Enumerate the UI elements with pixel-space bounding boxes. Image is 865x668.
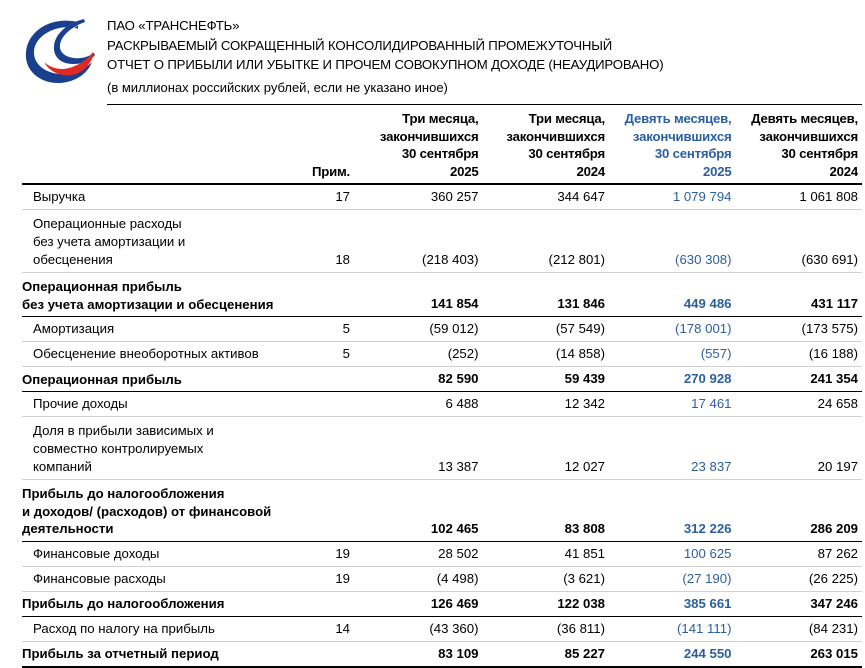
column-header-label <box>22 110 308 184</box>
cell-m9_2025: 244 550 <box>609 641 736 667</box>
table-row <box>22 392 862 417</box>
row-note-ref: 5 <box>308 317 356 342</box>
cell-m9_2025: 17 461 <box>609 392 736 417</box>
company-name: ПАО «ТРАНСНЕФТЬ» <box>107 18 240 33</box>
row-note-ref: 18 <box>308 210 356 273</box>
table-header <box>22 110 862 184</box>
table-row <box>22 566 862 591</box>
cell-q3_2024: (36 811) <box>483 616 610 641</box>
cell-m9_2024: 87 262 <box>736 541 863 566</box>
units-note: (в миллионах российских рублей, если не указано иное) <box>107 79 448 95</box>
cell-m9_2024: (630 691) <box>736 210 863 273</box>
cell-q3_2025: (4 498) <box>356 566 483 591</box>
row-label <box>22 273 308 317</box>
row-label-line: без учета амортизации и обесценения <box>22 296 274 312</box>
row-note-ref <box>308 367 356 392</box>
row-label-line: без учета амортизации и <box>33 234 186 249</box>
cell-q3_2025: 13 387 <box>356 417 483 480</box>
cell-m9_2024: 241 354 <box>736 367 863 392</box>
financial-table-container <box>22 110 862 668</box>
cell-q3_2025: 360 257 <box>356 184 483 210</box>
cell-q3_2024: 59 439 <box>483 367 610 392</box>
row-label-line: Операционные расходы <box>33 216 182 231</box>
row-label <box>22 616 308 641</box>
table-row <box>22 317 862 342</box>
cell-m9_2025: 270 928 <box>609 367 736 392</box>
column-header-9m-2025: Девять месяцев, закончившихся 30 сентября 2025 <box>609 110 736 184</box>
cell-q3_2024: (3 621) <box>483 566 610 591</box>
cell-q3_2025: 126 469 <box>356 591 483 616</box>
row-label <box>22 210 308 273</box>
row-note-ref <box>308 417 356 480</box>
table-row <box>22 591 862 616</box>
cell-m9_2024: 24 658 <box>736 392 863 417</box>
cell-q3_2024: 131 846 <box>483 273 610 317</box>
row-label <box>22 392 308 417</box>
cell-q3_2024: 85 227 <box>483 641 610 667</box>
row-label-line: совместно контролируемых <box>33 441 204 456</box>
cell-q3_2025: 141 854 <box>356 273 483 317</box>
column-header-q3-2025: Три месяца, закончившихся 30 сентября 2025 <box>356 110 483 184</box>
row-label-line: обесценения <box>33 252 113 267</box>
row-label-line: Прибыль до налогообложения <box>22 486 225 501</box>
row-label-line: Операционная прибыль <box>22 371 182 387</box>
cell-m9_2024: (173 575) <box>736 317 863 342</box>
row-note-ref: 5 <box>308 342 356 367</box>
cell-q3_2024: (57 549) <box>483 317 610 342</box>
cell-q3_2024: 344 647 <box>483 184 610 210</box>
cell-q3_2024: 41 851 <box>483 541 610 566</box>
row-label-line: Обесценение внеоборотных активов <box>33 346 259 361</box>
report-title-line-2: ОТЧЕТ О ПРИБЫЛИ ИЛИ УБЫТКЕ И ПРОЧЕМ СОВОКУПНОМ ДОХОДЕ (НЕАУДИРОВАНО) <box>107 57 664 72</box>
row-note-ref <box>308 273 356 317</box>
note-header-text: Прим. <box>311 163 350 179</box>
cell-q3_2025: (43 360) <box>356 616 483 641</box>
row-label-line: деятельности <box>22 521 114 536</box>
row-label-line: и доходов/ (расходов) от финансовой <box>22 503 272 519</box>
row-label-line: Прочие доходы <box>33 396 128 411</box>
row-note-ref: 19 <box>308 541 356 566</box>
table-header-row <box>22 110 862 184</box>
row-note-ref: 14 <box>308 616 356 641</box>
cell-m9_2025: (141 111) <box>609 616 736 641</box>
table-row <box>22 616 862 641</box>
header-divider <box>107 104 862 105</box>
row-label-line: Операционная прибыль <box>22 279 182 294</box>
table-row <box>22 417 862 480</box>
cell-q3_2024: 122 038 <box>483 591 610 616</box>
table-row <box>22 210 862 273</box>
cell-m9_2024: (16 188) <box>736 342 863 367</box>
transneft-logo <box>22 16 96 86</box>
row-label <box>22 367 308 392</box>
document-header <box>0 0 865 95</box>
cell-m9_2025: 385 661 <box>609 591 736 616</box>
row-label <box>22 566 308 591</box>
cell-q3_2024: 12 027 <box>483 417 610 480</box>
cell-m9_2025: 100 625 <box>609 541 736 566</box>
cell-q3_2024: (212 801) <box>483 210 610 273</box>
row-label-line: Амортизация <box>33 321 115 336</box>
row-label <box>22 317 308 342</box>
cell-m9_2025: (27 190) <box>609 566 736 591</box>
cell-m9_2024: (84 231) <box>736 616 863 641</box>
cell-m9_2025: 449 486 <box>609 273 736 317</box>
table-row <box>22 273 862 317</box>
row-note-ref: 17 <box>308 184 356 210</box>
row-label <box>22 541 308 566</box>
cell-q3_2024: 83 808 <box>483 480 610 542</box>
column-header-9m-2024: Девять месяцев, закончившихся 30 сентября 2024 <box>736 110 863 184</box>
cell-q3_2025: (59 012) <box>356 317 483 342</box>
title-block <box>107 16 865 97</box>
cell-q3_2025: (252) <box>356 342 483 367</box>
cell-q3_2025: 102 465 <box>356 480 483 542</box>
row-note-ref <box>308 641 356 667</box>
table-row <box>22 342 862 367</box>
cell-m9_2025: 1 079 794 <box>609 184 736 210</box>
income-statement-table <box>22 110 862 668</box>
row-note-ref: 19 <box>308 566 356 591</box>
column-header-q3-2024: Три месяца, закончившихся 30 сентября 2024 <box>483 110 610 184</box>
cell-m9_2025: 312 226 <box>609 480 736 542</box>
row-note-ref <box>308 392 356 417</box>
cell-q3_2024: (14 858) <box>483 342 610 367</box>
column-header-note <box>308 110 356 184</box>
cell-m9_2024: (26 225) <box>736 566 863 591</box>
table-row <box>22 184 862 210</box>
row-label-line: Доля в прибыли зависимых и <box>33 423 214 438</box>
cell-m9_2025: (557) <box>609 342 736 367</box>
cell-m9_2024: 431 117 <box>736 273 863 317</box>
cell-q3_2024: 12 342 <box>483 392 610 417</box>
row-label <box>22 641 308 667</box>
row-label <box>22 417 308 480</box>
cell-q3_2025: 83 109 <box>356 641 483 667</box>
table-row <box>22 541 862 566</box>
table-row <box>22 480 862 542</box>
cell-q3_2025: 82 590 <box>356 367 483 392</box>
row-label-line: компаний <box>33 459 92 474</box>
cell-q3_2025: 28 502 <box>356 541 483 566</box>
report-title-line-1: РАСКРЫВАЕМЫЙ СОКРАЩЕННЫЙ КОНСОЛИДИРОВАННЫЙ ПРОМЕЖУТОЧНЫЙ <box>107 37 613 53</box>
row-label <box>22 591 308 616</box>
cell-m9_2024: 286 209 <box>736 480 863 542</box>
row-label-line: Прибыль до налогообложения <box>22 596 225 611</box>
cell-q3_2025: (218 403) <box>356 210 483 273</box>
row-label-line: Расход по налогу на прибыль <box>33 620 215 636</box>
row-label-line: Прибыль за отчетный период <box>22 646 219 661</box>
row-label-line: Выручка <box>33 189 86 204</box>
cell-q3_2025: 6 488 <box>356 392 483 417</box>
row-label <box>22 480 308 542</box>
row-note-ref <box>308 591 356 616</box>
row-label <box>22 342 308 367</box>
cell-m9_2024: 20 197 <box>736 417 863 480</box>
row-label-line: Финансовые расходы <box>33 570 166 586</box>
cell-m9_2025: (630 308) <box>609 210 736 273</box>
cell-m9_2024: 347 246 <box>736 591 863 616</box>
row-label-line: Финансовые доходы <box>33 545 160 561</box>
row-label <box>22 184 308 210</box>
table-row <box>22 641 862 667</box>
table-row <box>22 367 862 392</box>
cell-m9_2025: 23 837 <box>609 417 736 480</box>
table-body <box>22 184 862 667</box>
cell-m9_2024: 1 061 808 <box>736 184 863 210</box>
row-note-ref <box>308 480 356 542</box>
cell-m9_2024: 263 015 <box>736 641 863 667</box>
cell-m9_2025: (178 001) <box>609 317 736 342</box>
